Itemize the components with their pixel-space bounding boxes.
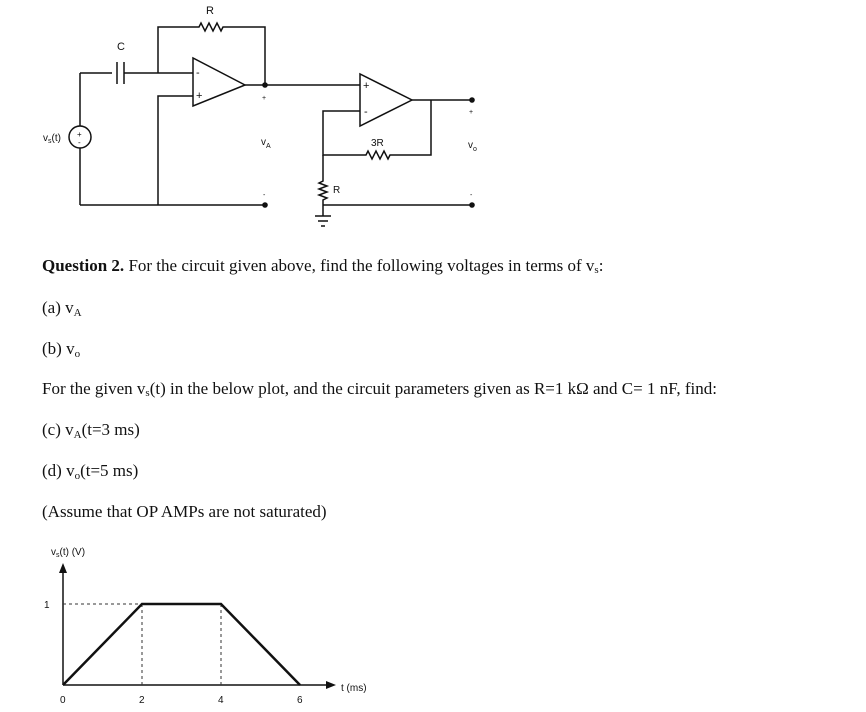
x-tick-label: 2 (139, 695, 145, 706)
part-b: (b) vo (42, 339, 81, 360)
label-vo: $v_o$ (468, 140, 477, 153)
vA-minus-mark: - (263, 192, 266, 199)
source-minus: - (78, 138, 81, 147)
wire-feedback-left (158, 27, 193, 73)
y-tick-label: 1 (44, 600, 50, 611)
wire-minus2 (323, 111, 360, 155)
source-plus: + (77, 130, 82, 139)
assumption: (Assume that OP AMPs are not saturated) (42, 502, 327, 521)
y-axis-arrow (59, 563, 67, 573)
series-line (63, 604, 300, 685)
vo-minus-mark: - (470, 192, 473, 199)
label-vA: $v_A$ (261, 137, 271, 150)
wire-feedback2-right (396, 100, 431, 155)
part-d: (d) vo(t=5 ms) (42, 461, 139, 482)
x-tick-label: 6 (297, 695, 303, 706)
plot-xlabel: t (ms) (341, 683, 367, 694)
circuit-diagram (0, 0, 866, 240)
resistor-R-feedback (193, 23, 229, 31)
vo-plus-mark: + (469, 109, 474, 116)
label-R-ground: R (333, 185, 341, 196)
opamp1-minus: - (196, 67, 200, 79)
question-text: For the circuit given above, find the following voltages in terms of v (124, 256, 595, 275)
question-title: Question 2. (42, 256, 125, 275)
opamp2-plus: + (363, 80, 370, 92)
node-vo-top (469, 97, 475, 103)
x-axis-arrow (326, 681, 336, 689)
opamp2-minus: - (364, 106, 368, 118)
given-line: For the given vs(t) in the below plot, and the circuit parameters given as R=1 kΩ and C= 1 nF, find: (42, 379, 717, 399)
label-C: C (117, 41, 125, 53)
label-R-feedback: R (206, 5, 214, 17)
label-source: $v_s(t)$ (43, 133, 61, 145)
x-tick-label: 0 (60, 695, 66, 706)
resistor-3R (360, 151, 396, 159)
node-vo-bottom (469, 202, 475, 208)
x-tick-label: 4 (218, 695, 224, 706)
part-a: (a) vA (42, 298, 82, 319)
opamp1-plus: + (196, 90, 203, 102)
label-3R: 3R (371, 138, 384, 149)
node-vA-top (262, 82, 268, 88)
node-vA-bottom (262, 202, 268, 208)
question-line: Question 2. For the circuit given above, find the following voltages in terms of vs: (42, 256, 604, 276)
wire-plus-input (158, 96, 193, 205)
resistor-R-ground (319, 178, 327, 216)
plot-ylabel: $v_s(t)$ (V) (51, 547, 86, 559)
wire-feedback-right (229, 27, 265, 85)
vA-plus-mark: + (262, 95, 267, 102)
part-c: (c) vA(t=3 ms) (42, 420, 140, 441)
